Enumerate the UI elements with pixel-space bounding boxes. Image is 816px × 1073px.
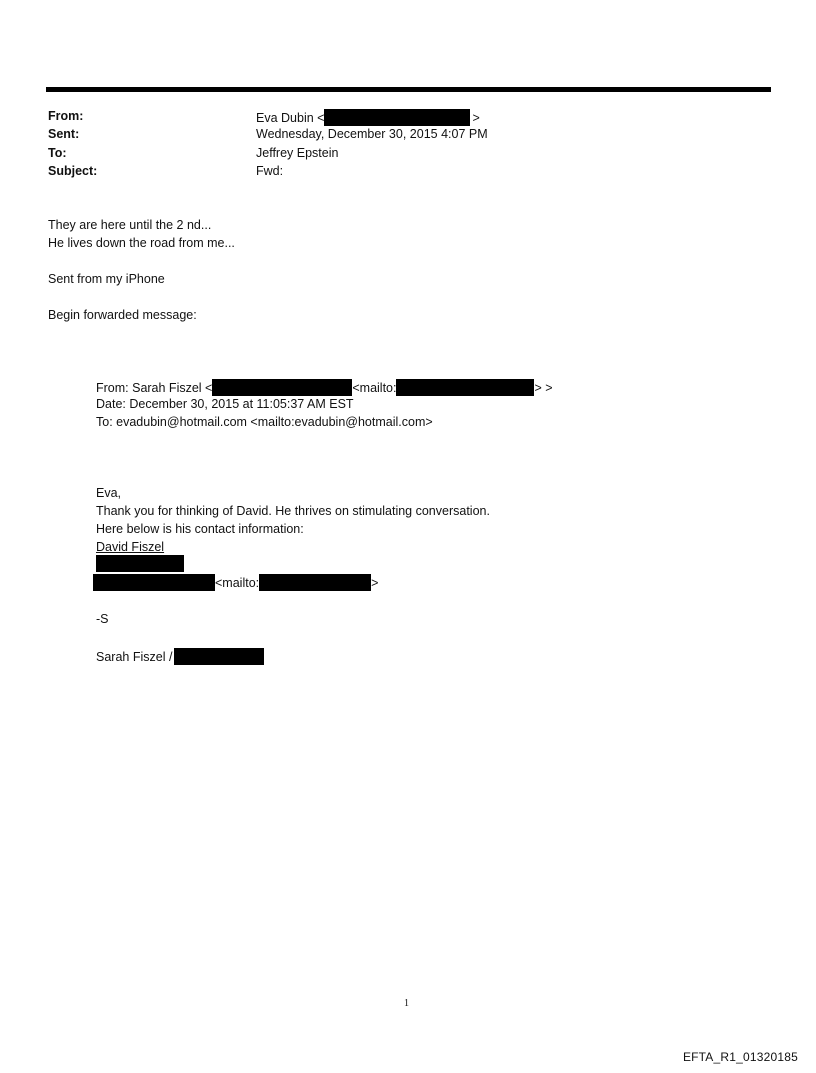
- contact-name: David Fiszel: [96, 540, 165, 554]
- body-line-1: They are here until the 2 nd...: [48, 218, 212, 232]
- from-label: From:: [48, 109, 84, 123]
- fwd-from: [96, 379, 553, 396]
- document-id: EFTA_R1_01320185: [682, 1050, 798, 1064]
- contact-email-line: [93, 574, 378, 591]
- fwd-greeting: Eva,: [96, 486, 122, 500]
- redaction-block: [396, 379, 534, 396]
- forward-intro: Begin forwarded message:: [48, 308, 197, 322]
- contact-close: >: [371, 576, 379, 590]
- redaction-block: [93, 574, 215, 591]
- redaction-block: [259, 574, 371, 591]
- fwd-paragraph-1: Thank you for thinking of David. He thrives on stimulating conversation.: [96, 504, 490, 518]
- fwd-from-prefix: From: Sarah Fiszel <: [96, 381, 213, 395]
- subject-label: Subject:: [48, 164, 98, 178]
- redaction-block: [212, 379, 352, 396]
- page-number: 1: [404, 998, 409, 1009]
- body-line-2: He lives down the road from me...: [48, 236, 235, 250]
- to-label: To:: [48, 146, 67, 160]
- redaction-block: [174, 648, 264, 665]
- fwd-paragraph-2: Here below is his contact information:: [96, 522, 304, 536]
- fwd-from-mailto: <mailto:: [352, 381, 397, 395]
- from-value: [256, 109, 480, 126]
- fwd-from-close: > >: [534, 381, 553, 395]
- contact-mailto: <mailto:: [215, 576, 260, 590]
- signature-name: Sarah Fiszel /: [96, 650, 173, 664]
- to-value: Jeffrey Epstein: [256, 146, 339, 160]
- signoff: -S: [96, 612, 109, 626]
- from-close: >: [472, 111, 480, 125]
- redaction-block: [96, 555, 184, 572]
- subject-value: Fwd:: [256, 164, 284, 178]
- signature-line: [96, 648, 264, 665]
- redaction-block: [324, 109, 470, 126]
- from-name: Eva Dubin <: [256, 111, 325, 125]
- body-signature: Sent from my iPhone: [48, 272, 165, 286]
- fwd-date: Date: December 30, 2015 at 11:05:37 AM EST: [96, 397, 354, 411]
- sent-value: Wednesday, December 30, 2015 4:07 PM: [256, 127, 488, 141]
- header-rule: [46, 87, 771, 92]
- sent-label: Sent:: [48, 127, 80, 141]
- fwd-to: To: evadubin@hotmail.com <mailto:evadubin@hotmail.com>: [96, 415, 433, 429]
